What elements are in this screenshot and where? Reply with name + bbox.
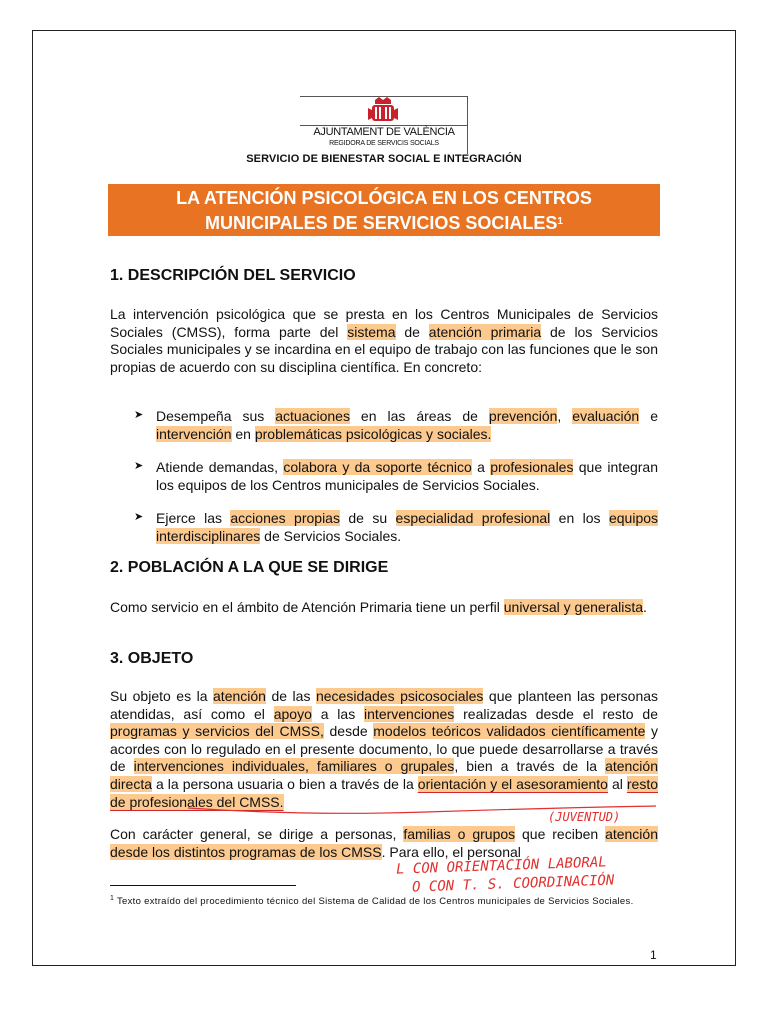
highlight: atención — [213, 688, 266, 704]
logo-top-rule — [300, 96, 468, 97]
highlight: programas y servicios del CMSS, — [110, 723, 324, 740]
highlight: intervención — [156, 425, 232, 442]
text-run: y acordes con lo regulado en el presente documento, lo que puede desarrollarse a través de — [110, 723, 658, 775]
text-run: de — [395, 323, 429, 340]
section-2-paragraph — [110, 599, 658, 617]
document-title — [108, 184, 660, 236]
text-run: de los Servicios Sociales municipales y se incardina en el equipo de trabajo con las funciones que le son propias de acuerdo con su disciplina científica. En concreto: — [110, 323, 658, 375]
highlight: acciones propias — [230, 510, 340, 526]
text-run: en las áreas de — [349, 408, 489, 424]
arrow-bullet-icon: ➤ — [134, 409, 144, 421]
bullet-text — [156, 510, 658, 545]
section-1-paragraph — [110, 306, 658, 376]
highlight: orientación y el asesoramiento — [417, 775, 608, 792]
section-3-paragraph-1 — [110, 688, 658, 811]
highlight: especialidad profesional — [395, 510, 551, 526]
text-run: a las — [311, 705, 365, 722]
text-run: Con carácter general, se dirige a personas, — [110, 826, 404, 842]
text-run: realizadas desde el resto de — [454, 705, 658, 722]
text-run: que reciben — [515, 826, 606, 842]
text-run: Como servicio en el ámbito de Atención Primaria tiene un perfil — [110, 599, 504, 615]
text-run: de su — [339, 510, 396, 526]
highlight: equipos interdisciplinares — [156, 510, 659, 544]
text-run: de las — [265, 688, 316, 704]
highlight: colabora y da soporte técnico — [283, 459, 472, 475]
arrow-bullet-icon: ➤ — [134, 460, 144, 472]
title-footnote-ref: 1 — [557, 216, 563, 227]
text-run: que integran los equipos de los Centros municipales de Servicios Sociales. — [156, 459, 658, 493]
text-run: Ejerce las — [156, 510, 231, 526]
handwritten-note-2: L CON ORIENTACIÓN LABORAL — [395, 854, 607, 878]
logo-name: AJUNTAMENT DE VALÈNCIA — [313, 126, 455, 138]
arrow-bullet-icon: ➤ — [134, 511, 144, 523]
highlight: actuaciones — [275, 408, 350, 424]
section-2-heading: 2. POBLACIÓN A LA QUE SE DIRIGE — [110, 559, 389, 576]
footnote-number: 1 — [110, 895, 115, 902]
text-run: e — [639, 408, 658, 424]
text-run: a la persona usuaria o bien a través de la — [152, 775, 418, 792]
highlight: necesidades psicosociales — [315, 688, 484, 704]
highlight: intervenciones — [364, 705, 455, 722]
highlight: familias o grupos — [403, 826, 516, 842]
highlight: intervenciones individuales, familiares o grupales — [133, 758, 455, 775]
text-run: Desempeña sus — [156, 408, 276, 424]
highlight: modelos teóricos validados científicamente — [373, 723, 646, 740]
bullet-text — [156, 408, 658, 443]
highlight: profesionales — [490, 459, 574, 475]
text-run: desde — [323, 723, 374, 740]
highlight: apoyo — [273, 705, 312, 722]
highlight: resto de profesionales del CMSS. — [110, 775, 658, 810]
text-run: Atiende demandas, — [156, 459, 284, 475]
bullet-item-3 — [134, 510, 658, 545]
text-run: Su objeto es la — [110, 688, 214, 704]
text-run: en — [231, 425, 255, 442]
highlight: atención primaria — [428, 323, 542, 340]
logo-side-rule — [467, 96, 468, 154]
bullet-text — [156, 459, 658, 494]
highlight: atención directa — [110, 758, 658, 792]
handwritten-note-1: (JUVENTUD) — [548, 810, 621, 824]
bullet-item-1 — [134, 408, 658, 443]
highlight: sistema — [347, 323, 396, 340]
section-3-heading: 3. OBJETO — [110, 650, 194, 667]
text-run: . Para ello, el personal — [381, 843, 521, 860]
bullet-item-2 — [134, 459, 658, 494]
text-run: al — [607, 775, 627, 792]
logo-subtitle: REGIDORA DE SERVICIS SOCIALS — [329, 140, 439, 147]
handwritten-note-3: O CON T. S. COORDINACIÓN — [411, 872, 615, 896]
highlight: universal y generalista — [503, 599, 644, 615]
text-run: en los — [550, 510, 609, 526]
highlight: atención desde los distintos programas de los CMSS — [110, 826, 658, 860]
title-line-2 — [108, 211, 660, 236]
title-line-1: LA ATENCIÓN PSICOLÓGICA EN LOS CENTROS — [176, 188, 592, 208]
text-run: de Servicios Sociales. — [260, 527, 402, 544]
text-run: . — [643, 599, 647, 615]
highlight: prevención — [488, 408, 558, 424]
organization-name: SERVICIO DE BIENESTAR SOCIAL E INTEGRACIÓN — [246, 153, 522, 165]
page-number: 1 — [650, 948, 657, 962]
footnote-separator — [110, 885, 296, 886]
text-run: , — [557, 408, 573, 424]
highlight: evaluación — [572, 408, 640, 424]
coat-of-arms-icon — [366, 96, 400, 126]
text-run: que planteen las personas atendidas, así como el — [110, 688, 659, 722]
text-run: , bien a través de la — [454, 758, 606, 775]
section-1-heading: 1. DESCRIPCIÓN DEL SERVICIO — [110, 267, 356, 284]
highlight: problemáticas psicológicas y sociales. — [254, 425, 492, 442]
footnote — [110, 890, 658, 911]
city-council-logo — [300, 96, 468, 154]
footnote-text: Texto extraído del procedimiento técnico del Sistema de Calidad de los Centros municipales de Servicios Sociales. — [114, 896, 634, 908]
text-run: La intervención psicológica que se presta en los Centros Municipales de Servicios Sociales (CMSS), forma parte del — [110, 306, 658, 340]
text-run: a — [471, 459, 491, 475]
title-line-2-text: MUNICIPALES DE SERVICIOS SOCIALES — [205, 213, 558, 233]
